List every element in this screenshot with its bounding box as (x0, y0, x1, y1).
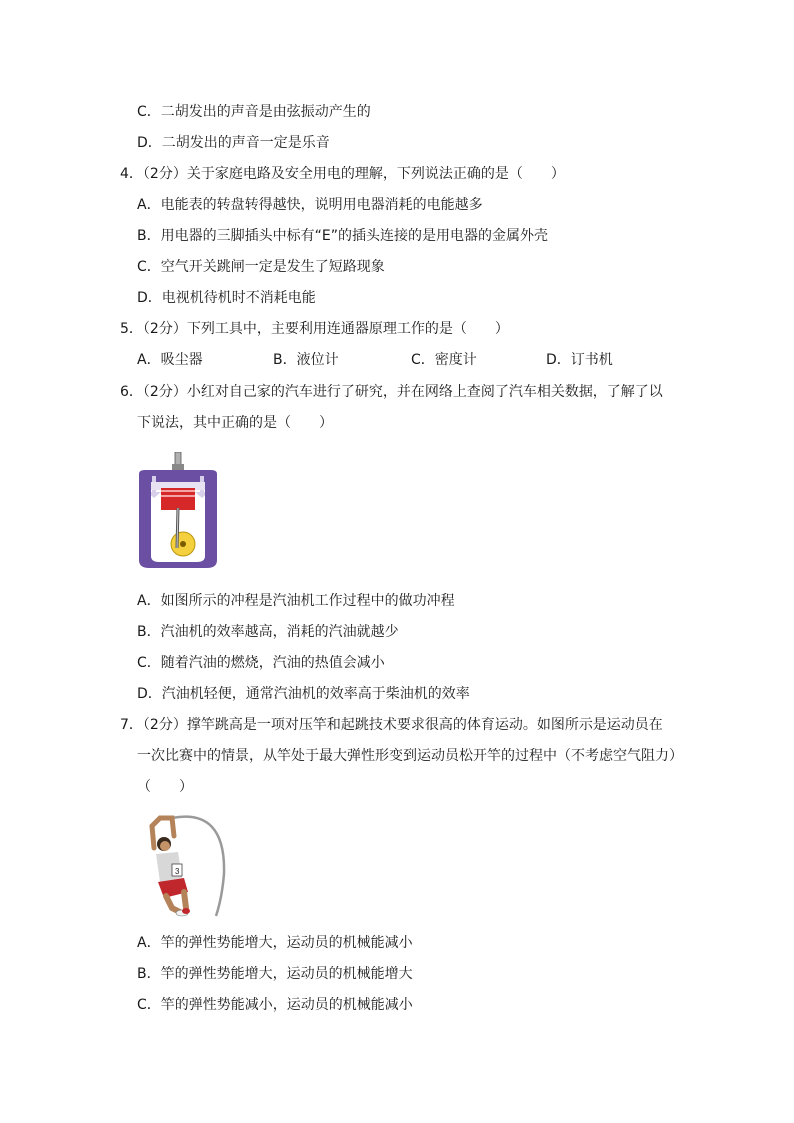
question-7-stem-line2: 一次比赛中的情景，从竿处于最大弹性形变到运动员松开竿的过程中（不考虑空气阻力） (137, 748, 683, 764)
question-4-option-c: C．空气开关跳闸一定是发生了短路现象 (137, 259, 385, 275)
question-7-option-c: C．竿的弹性势能减小，运动员的机械能减小 (137, 997, 413, 1013)
question-7-option-b: B．竿的弹性势能增大，运动员的机械能增大 (137, 966, 413, 982)
question-7-option-a: A．竿的弹性势能增大，运动员的机械能减小 (137, 935, 413, 951)
svg-text:3: 3 (175, 867, 180, 876)
question-6-stem-line1: 6．（2分）小红对自己家的汽车进行了研究，并在网络上查阅了汽车相关数据，了解了以 (120, 384, 663, 400)
option-c: C．二胡发出的声音是由弦振动产生的 (137, 104, 371, 120)
question-5-option-a: A．吸尘器 (137, 352, 203, 368)
question-6-option-a: A．如图所示的冲程是汽油机工作过程中的做功冲程 (137, 593, 455, 609)
question-6-stem-line2: 下说法，其中正确的是（ ） (137, 415, 333, 431)
question-5-option-b: B．液位计 (273, 352, 339, 368)
question-4-option-a: A．电能表的转盘转得越快，说明用电器消耗的电能越多 (137, 197, 483, 213)
question-5-stem: 5．（2分）下列工具中，主要利用连通器原理工作的是（ ） (120, 321, 509, 337)
question-5-option-c: C．密度计 (411, 352, 477, 368)
question-6-option-c: C．随着汽油的燃烧，汽油的热值会减小 (137, 655, 385, 671)
question-4-option-b: B．用电器的三脚插头中标有“E”的插头连接的是用电器的金属外壳 (137, 228, 548, 244)
question-7-stem-line1: 7．（2分）撑竿跳高是一项对压竿和起跳技术要求很高的体育运动。如图所示是运动员在 (120, 717, 663, 733)
engine-cylinder-figure (137, 452, 219, 572)
spark-plug-icon (175, 452, 181, 466)
question-7-stem-line3: （ ） (137, 779, 193, 795)
question-6-option-d: D．汽油机轻便，通常汽油机的效率高于柴油机的效率 (137, 686, 470, 702)
option-d: D．二胡发出的声音一定是乐音 (137, 135, 330, 151)
question-4-option-d: D．电视机待机时不消耗电能 (137, 290, 316, 306)
pole-vault-figure (138, 812, 234, 918)
question-6-option-b: B．汽油机的效率越高，消耗的汽油就越少 (137, 624, 399, 640)
question-5-option-d: D．订书机 (546, 352, 613, 368)
question-4-stem: 4．（2分）关于家庭电路及安全用电的理解，下列说法正确的是（ ） (120, 166, 565, 182)
